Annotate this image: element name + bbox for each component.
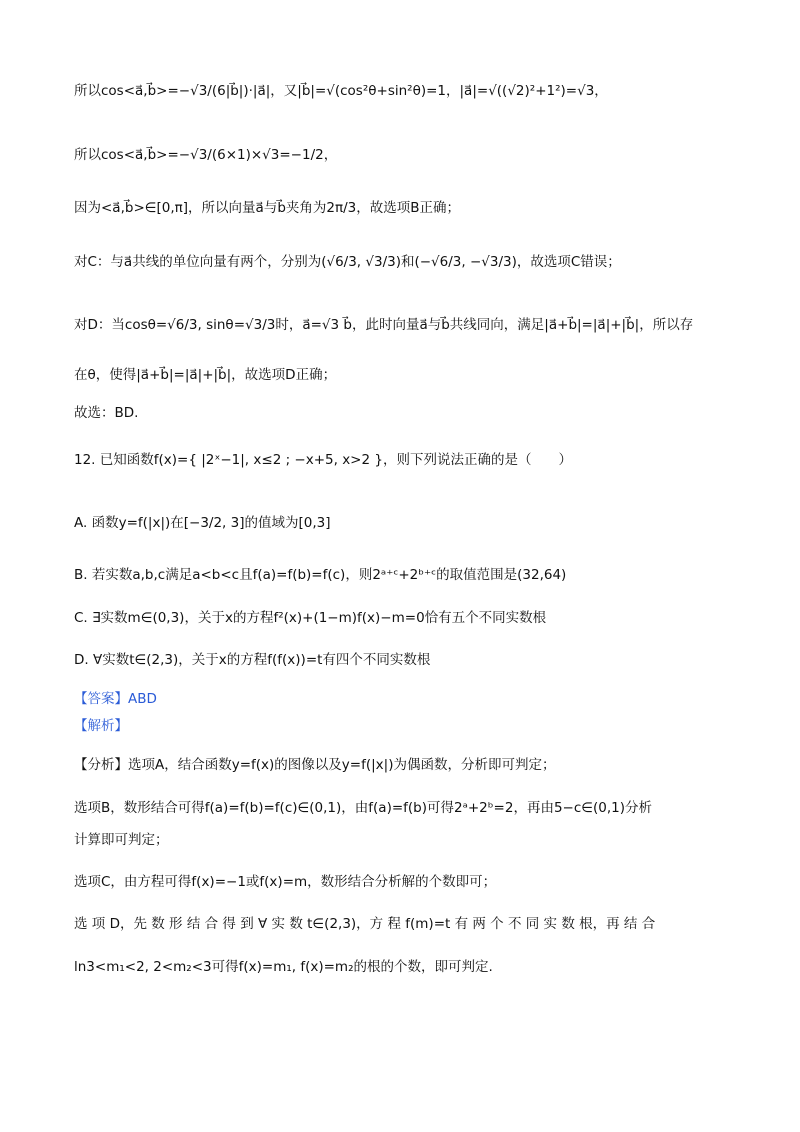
question-12-option-c: C. ∃实数m∈(0,3)，关于x的方程f²(x)+(1−m)f(x)−m=0恰有五个不同实数根 bbox=[74, 610, 547, 626]
solution-line-option-d-part1: 对D：当cosθ=√6/3, sinθ=√3/3时，a⃗=√3 b⃗，此时向量a⃗与b⃗共线同向，满足|a⃗+b⃗|=|a⃗|+|b⃗|，所以存 bbox=[74, 317, 694, 333]
question-12-stem: 12. 已知函数f(x)={ |2ˣ−1|, x≤2 ; −x+5, x>2 }，则下列说法正确的是（ ） bbox=[74, 452, 572, 468]
solution-line-cos-magnitudes: 所以cos<a⃗,b⃗>=−√3/(6|b⃗|)·|a⃗|，又|b⃗|=√(cos²θ+sin²θ)=1，|a⃗|=√((√2)²+1²)=√3， bbox=[74, 83, 608, 99]
solution-line-option-d-part2: 在θ，使得|a⃗+b⃗|=|a⃗|+|b⃗|，故选项D正确； bbox=[74, 367, 337, 383]
question-12-option-d: D. ∀实数t∈(2,3)，关于x的方程f(f(x))=t有四个不同实数根 bbox=[74, 652, 431, 668]
analysis-option-c: 选项C，由方程可得f(x)=−1或f(x)=m，数形结合分析解的个数即可； bbox=[74, 874, 497, 890]
question-12-option-b: B. 若实数a,b,c满足a<b<c且f(a)=f(b)=f(c)，则2ᵃ⁺ᶜ+2ᵇ⁺ᶜ的取值范围是(32,64) bbox=[74, 567, 567, 583]
analysis-option-b-part2: 计算即可判定； bbox=[74, 832, 169, 848]
solution-line-option-c: 对C：与a⃗共线的单位向量有两个，分别为(√6/3, √3/3)和(−√6/3, −√3/3)，故选项C错误； bbox=[74, 254, 621, 270]
solution-line-option-b-conclusion: 因为<a⃗,b⃗>∈[0,π]，所以向量a⃗与b⃗夹角为2π/3，故选项B正确； bbox=[74, 200, 461, 216]
analysis-option-d-part1: 选 项 D，先 数 形 结 合 得 到 ∀ 实 数 t∈(2,3)，方 程 f(m)=t 有 两 个 不 同 实 数 根，再 结 合 bbox=[74, 916, 656, 932]
prev-answer-line: 故选：BD. bbox=[74, 405, 139, 421]
answer-heading: 【答案】ABD bbox=[74, 691, 157, 707]
analysis-option-b-part1: 选项B，数形结合可得f(a)=f(b)=f(c)∈(0,1)，由f(a)=f(b)可得2ᵃ+2ᵇ=2，再由5−c∈(0,1)分析 bbox=[74, 800, 653, 816]
analysis-option-d-part2: ln3<m₁<2, 2<m₂<3可得f(x)=m₁, f(x)=m₂的根的个数，即可判定. bbox=[74, 959, 493, 975]
explanation-heading: 【解析】 bbox=[74, 718, 128, 734]
solution-line-cos-value: 所以cos<a⃗,b⃗>=−√3/(6×1)×√3=−1/2， bbox=[74, 147, 338, 163]
analysis-option-a: 【分析】选项A，结合函数y=f(x)的图像以及y=f(|x|)为偶函数，分析即可判定； bbox=[74, 757, 556, 773]
question-12-option-a: A. 函数y=f(|x|)在[−3/2, 3]的值域为[0,3] bbox=[74, 515, 331, 531]
